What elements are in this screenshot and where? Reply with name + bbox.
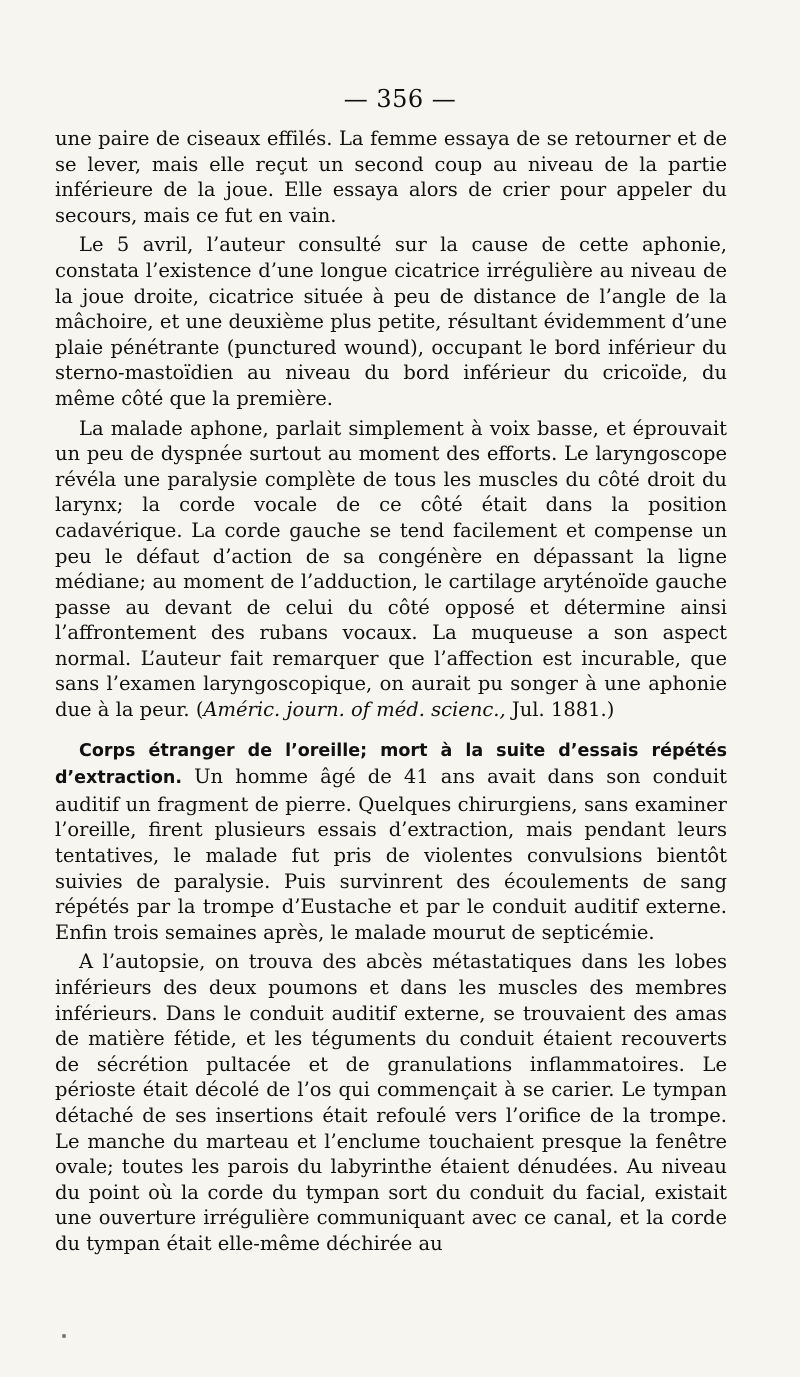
paragraph-foreign-body-text: Un homme âgé de 41 ans avait dans son conduit auditif un fragment de pierre. Quelques chirurgiens, sans examiner l’oreille, firent plusieurs essais d’extraction, mais pendant leurs tentatives, le malade fut pris de violentes convulsions bientôt suivies de paralysie. Puis survinrent des écoulements de sang répétés par la trompe d’Eustache et par le conduit auditif externe. Enfin trois semaines après, le malade mourut de septicémie. <box>55 765 727 944</box>
section-heading: Corps étranger de l’oreille; mort à la suite d’essais répétés d’extraction. <box>55 740 727 789</box>
body-text <box>55 126 727 1257</box>
citation-close: Jul. 1881.) <box>505 698 615 722</box>
page-number: — 356 — <box>343 85 457 113</box>
paragraph-laryngoscope-text: La malade aphone, parlait simplement à voix basse, et éprouvait un peu de dyspnée surtout au moment des efforts. Le laryngoscope révéla une paralysie complète de tous les muscles du côté droit du larynx; la corde vocale de ce côté était dans la position cadavérique. La corde gauche se tend facilement et compense un peu le défaut d’action de sa congénère en dépassant la ligne médiane; au moment de l’adduction, le cartilage aryténoïde gauche passe au devant de celui du côté opposé et détermine ainsi l’affrontement des rubans vocaux. La muqueuse a son aspect normal. L’auteur fait remarquer que l’affection est incurable, que sans l’examen laryngoscopique, on aurait pu songer à une aphonie due à la peur. <box>55 416 727 722</box>
citation-journal: Améric. journ. of méd. scienc., <box>203 698 506 722</box>
paragraph-continuation: une paire de ciseaux effilés. La femme essaya de se retourner et de se lever, mais elle reçut un second coup au niveau de la partie inférieure de la joue. Elle essaya alors de crier pour appeler du secours, mais ce fut en vain. <box>55 127 727 227</box>
paragraph-laryngoscope <box>55 416 727 723</box>
paragraph-autopsy: A l’autopsie, on trouva des abcès métastatiques dans les lobes inférieurs des deux poumons et dans les muscles des membres inférieurs. Dans le conduit auditif externe, se trouvaient des amas de matière fétide, et les téguments du conduit étaient recouverts de sécrétion pultacée et de granulations inflammatoires. Le périoste était décolé de l’os qui commençait à se carier. Le tympan détaché de ses insertions était refoulé vers l’orifice de la trompe. Le manche du marteau et l’enclume touchaient presque la fenêtre ovale; toutes les parois du labyrinthe étaient dénudées. Au niveau du point où la corde du tympan sort du conduit du facial, existait une ouverture irrégulière communiquant avec ce canal, et la corde du tympan était elle-même déchirée au <box>55 950 727 1255</box>
citation-open: ( <box>189 698 204 722</box>
paragraph-case-description: Le 5 avril, l’auteur consulté sur la cause de cette aphonie, constata l’existence d’une longue cicatrice irrégulière au niveau de la joue droite, cicatrice située à peu de distance de l’angle de la mâchoire, et une deuxième plus petite, résultant évidemment d’une plaie pénétrante (punctured wound), occupant le bord inférieur du sterno-mastoïdien au niveau du bord inférieur du cricoïde, du même côté que la première. <box>55 233 727 410</box>
ink-speck <box>62 1334 66 1338</box>
paragraph-foreign-body <box>55 737 727 946</box>
